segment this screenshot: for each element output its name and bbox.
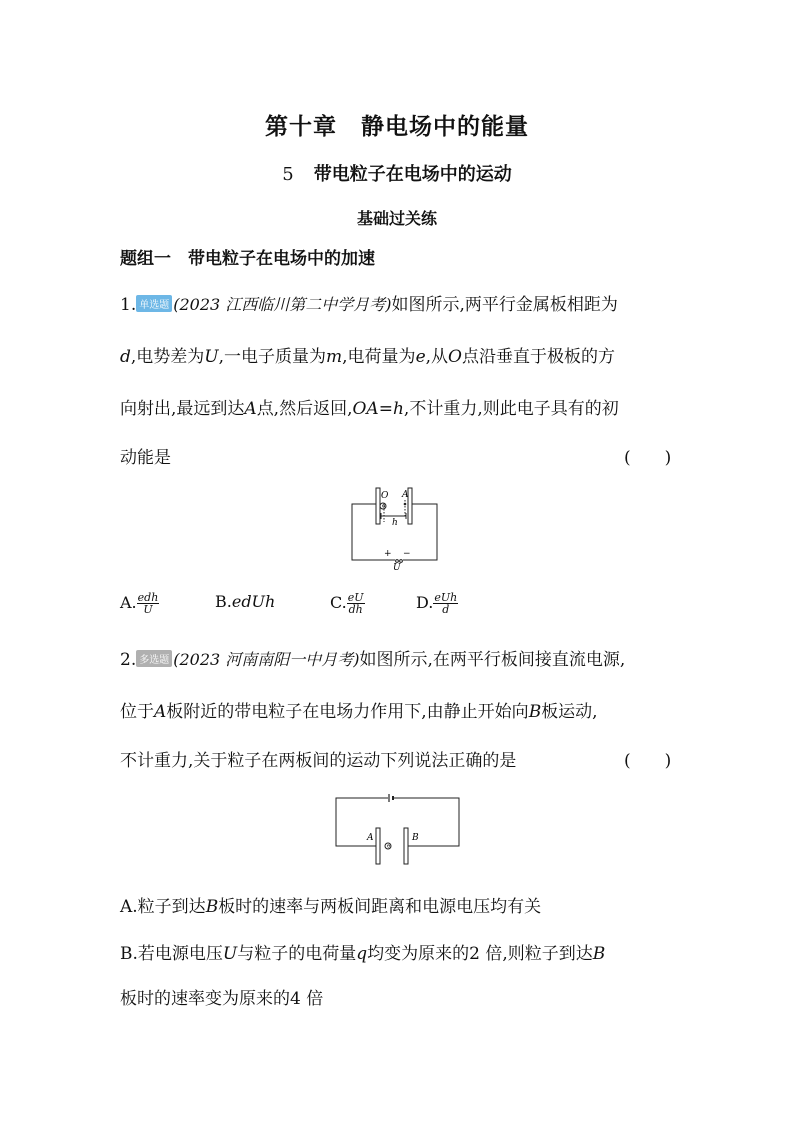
q2-type-tag: 多选题 [136, 650, 172, 667]
numerator: edh [137, 591, 159, 604]
q2-answer-blank: ( ) [624, 751, 672, 771]
q2-text: 与粒子的电荷量 [237, 944, 357, 964]
var-m: m [326, 347, 343, 367]
q1-plate-o [376, 488, 380, 524]
q1-text: ,电荷量为 [342, 347, 416, 367]
q2-text: 位于 [120, 702, 154, 722]
exercise-subtitle: 基础过关练 [356, 209, 437, 228]
numerator: eU [347, 591, 364, 604]
q2-text: 板时的速率与两板间距离和电源电压均有关 [218, 897, 542, 917]
denominator: d [442, 603, 450, 616]
section-title [0, 160, 794, 186]
q1-line-3 [120, 394, 619, 419]
var-OA: OA=h [352, 399, 404, 419]
var-O: O [448, 347, 462, 367]
q1-plate-a [408, 488, 412, 524]
q2-text: 均变为原来的2 倍,则粒子到达 [367, 944, 593, 964]
var-d: d [120, 347, 131, 367]
q2-line-2 [120, 697, 598, 722]
var-U: U [204, 347, 219, 367]
q2-option-a[interactable] [120, 892, 541, 917]
q2-figure [332, 792, 462, 872]
q2-option-b-cont: 板时的速率变为原来的4 倍 [120, 989, 324, 1009]
q1-line-1 [120, 290, 618, 315]
q2-option-b[interactable] [120, 939, 605, 964]
q1-label-U: U [393, 563, 401, 573]
option-label: A. [120, 593, 137, 612]
var-B: B [205, 897, 219, 917]
q2-label-B: B [412, 833, 419, 843]
q2-plate-a [376, 828, 380, 864]
q1-electron-sign: ⊖ [381, 503, 386, 510]
var-B: B [592, 944, 606, 964]
q2-text-1: 如图所示,在两平行板间接直流电源, [359, 650, 626, 670]
q2-text: B.若电源电压 [120, 944, 223, 964]
var-A: A [244, 399, 257, 419]
q1-text: ,一电子质量为 [218, 347, 327, 367]
q2-line-1 [120, 645, 625, 670]
q2-text: A.粒子到达 [120, 897, 206, 917]
q1-terminal-plus [396, 560, 399, 563]
q1-label-plus: + [384, 549, 392, 559]
fraction [137, 592, 160, 615]
q1-number: 1. [120, 295, 137, 315]
q1-answer-blank: ( ) [624, 448, 672, 468]
group-title: 题组一 带电粒子在电场中的加速 [120, 249, 375, 269]
q1-line-2 [120, 342, 615, 367]
section-name: 带电粒子在电场中的运动 [313, 164, 512, 185]
q2-number: 2. [120, 650, 137, 670]
q1-text: 点沿垂直于极板的方 [461, 347, 615, 367]
q1-text: ,不计重力,则此电子具有的初 [403, 399, 619, 419]
q2-text: 板运动, [541, 702, 598, 722]
option-label: C. [330, 593, 347, 612]
q1-text: 点,然后返回, [256, 399, 353, 419]
section-number: 5 [282, 164, 294, 185]
q1-text: 向射出,最远到达 [120, 399, 245, 419]
denominator: dh [348, 603, 363, 616]
numerator: eUh [434, 591, 458, 604]
q2-plate-b [404, 828, 408, 864]
option-label: D. [416, 593, 434, 612]
var-A: A [154, 702, 167, 722]
var-U: U [222, 944, 238, 964]
q1-text: ,电势差为 [130, 347, 205, 367]
q1-figure [340, 482, 452, 574]
q1-text-1: 如图所示,两平行金属板相距为 [391, 295, 618, 315]
fraction [347, 592, 365, 615]
q2-source: (2023 河南南阳一中月考) [173, 650, 360, 669]
q2-label-A: A [367, 833, 374, 843]
q1-type-tag: 单选题 [136, 295, 172, 312]
q1-option-a[interactable] [120, 592, 159, 615]
q1-label-O: O [381, 491, 389, 501]
q2-particle-sign: ⊖ [386, 843, 391, 850]
q1-text: ,从 [425, 347, 449, 367]
option-label: B. [215, 592, 232, 611]
option-value: edUh [231, 592, 276, 611]
denominator: U [143, 603, 153, 616]
var-e: e [415, 347, 426, 367]
q2-text: 板附近的带电粒子在电场力作用下,由静止开始向 [166, 702, 529, 722]
q1-point-a [404, 503, 407, 506]
q1-option-b[interactable] [215, 592, 275, 611]
q2-line-3: 不计重力,关于粒子在两板间的运动下列说法正确的是 [120, 751, 517, 771]
q1-option-d[interactable] [416, 592, 458, 615]
q1-label-h: h [392, 518, 398, 528]
fraction [433, 592, 458, 615]
q1-option-c[interactable] [330, 592, 365, 615]
chapter-title: 第十章 静电场中的能量 [265, 113, 529, 140]
var-q: q [356, 944, 368, 964]
q1-label-A: A [402, 490, 409, 500]
var-B: B [528, 702, 542, 722]
q1-line-4: 动能是 [120, 448, 171, 468]
q1-source: (2023 江西临川第二中学月考) [173, 295, 392, 314]
q1-terminal-minus [400, 560, 403, 563]
q1-label-minus: − [403, 549, 411, 559]
